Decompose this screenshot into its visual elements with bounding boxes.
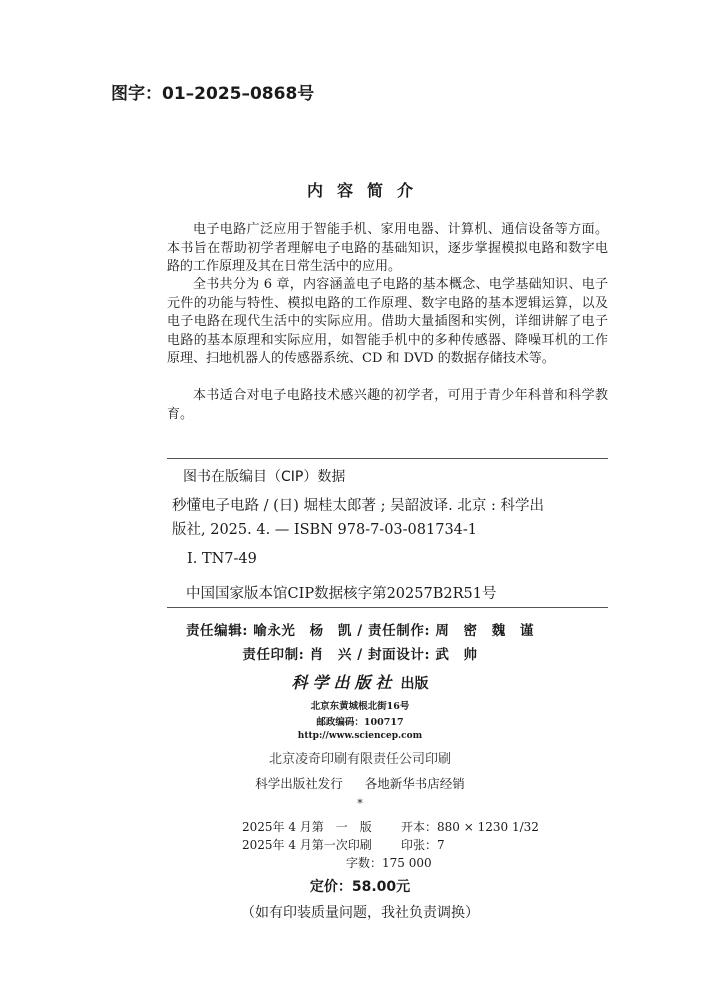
format-info: 开本：880 × 1230 1/32 (401, 820, 539, 834)
cip-top-rule (167, 458, 608, 459)
publisher-url: http://www.sciencep.com (297, 731, 423, 741)
publisher-logo: 科学出版社 (291, 673, 397, 692)
cip-check-number: 中国国家版本馆CIP数据核字第20257B2R51号 (186, 586, 497, 602)
cip-bottom-rule (167, 607, 608, 608)
publisher-postcode: 邮政编码：100717 (316, 717, 404, 728)
quality-notice: （如有印装质量问题，我社负责调换） (241, 905, 479, 921)
intro-paragraph-2: 全书共分为 6 章，内容涵盖电子电路的基本概念、电学基础知识、电子元件的功能与特性、模拟电路的工作原理、数字电路的基本逻辑运算，以及电子电路在现代生活中的实际应用。借助大量插图和实例，详细讲解了电子电路的基本原理和实际应用，如智能手机中的多种传感器、降噪耳机的工作原理、扫地机器人的传感器系统、CD 和 DVD 的数据存储技术等。 (167, 277, 608, 366)
publisher-suffix: 出版 (400, 676, 429, 692)
cip-record-line-1: 秒懂电子电路 / (日) 堀桂太郎著 ; 吴韶波译. 北京 : 科学出 (172, 498, 544, 514)
intro-paragraph-3: 本书适合对电子电路技术感兴趣的初学者，可用于青少年科普和科学教育。 (167, 388, 608, 422)
distribution-line (0, 774, 720, 792)
word-count-info: 字数：175 000 (346, 856, 432, 870)
edition-info: 2025年 4 月第 一 版 (242, 820, 372, 834)
editor-credits: 责任编辑: 喻永光 杨 凯 / 责任制作: 周 密 魏 谨 (185, 623, 535, 639)
printing-info: 2025年 4 月第一次印刷 (242, 838, 372, 852)
publisher-line (0, 670, 720, 693)
cip-heading: 图书在版编目（CIP）数据 (183, 469, 346, 485)
distribution-issuer: 科学出版社发行 (255, 776, 343, 791)
publisher-address: 北京东黄城根北街16号 (310, 701, 410, 712)
registration-number: 图字：01–2025–0868号 (111, 84, 315, 104)
distribution-seller: 各地新华书店经销 (364, 776, 465, 791)
cip-classification: Ⅰ. TN7-49 (187, 551, 257, 567)
intro-title: 内容简介 (306, 181, 427, 200)
sheets-info: 印张：7 (401, 838, 445, 852)
price: 定价：58.00元 (309, 879, 411, 895)
printer-name: 北京凌奇印刷有限责任公司印刷 (268, 752, 451, 767)
intro-paragraph-1: 电子电路广泛应用于智能手机、家用电器、计算机、通信设备等方面。本书旨在帮助初学者理解电子电路的基础知识，逐步掌握模拟电路和数字电路的工作原理及其在日常生活中的应用。 (167, 222, 608, 274)
cip-record-line-2: 版社, 2025. 4. — ISBN 978-7-03-081734-1 (172, 522, 478, 538)
separator-star: * (357, 797, 363, 810)
printing-credits: 责任印制: 肖 兴 / 封面设计: 武 帅 (242, 647, 478, 663)
